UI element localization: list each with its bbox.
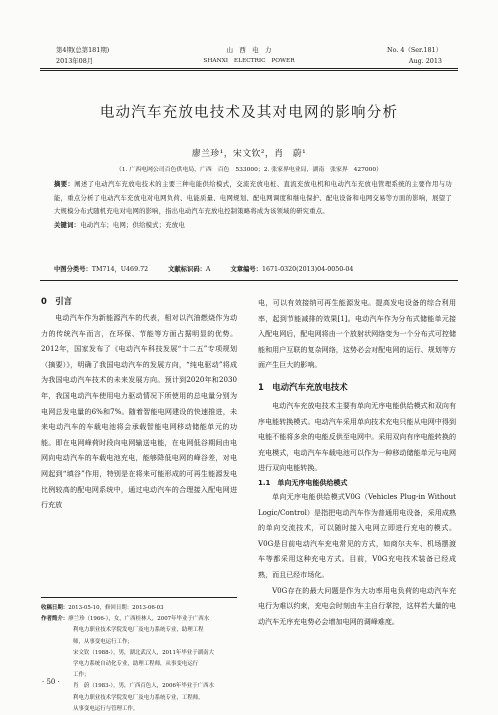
intro-continuation: 电，可以有效接纳可再生能源发电。提高发电设备的综合利用率，起到节能减排的效果[1]。电动汽车作为分布式储能单元接入配电网后，配电网将由一个放射状网络变为一个分布式可控储能和用户互联的复杂网络，这势必会对配电网的运行、规划等方面产生巨大的影响。: [258, 298, 456, 370]
right-column-body: [258, 295, 456, 629]
left-column-body: [41, 310, 237, 513]
paper-authors: 廖兰珍¹，宋文钦²，肖 蔚¹: [191, 149, 307, 159]
classification-line: 中图分类号：TM714，U469.72 文献标识码：A 文章编号：1671-0320(2013)04-0050-04: [54, 266, 354, 273]
journal-issue-left: 第4期(总第181期): [56, 46, 110, 54]
keywords-label: 关键词：: [54, 221, 81, 229]
abstract-text: 阐述了电动汽车充放电技术的主要三种电能供给模式，交流充放电桩、直流充放电机和电动汽车充放电管理系统的主要作用与功能，重点分析了电动汽车充放电对电网负荷、电能质量、电网规划、配电网调度和继电保护、配电设备和电网交易等方面的影响，展望了大规模分布式随机充电对电网的影响，指出电动汽车充放电控制策略将成为该领域的研究重点。: [54, 181, 452, 216]
abstract: [54, 178, 452, 232]
footnotes: 收稿日期：2013-05-10，修回日期：2013-06-03 作者简介：廖兰珍（1966-），女，广西桂林人，2007年毕业于广西水 利电力职业技术学院发电厂及电力系统专业，助理工程 师，从事变电运行工作； 宋文钦（1988-），男，湖北武汉人，2011年毕业于湖南大 学电力系统自动化专业，助理工程师，从事变电运行 工作； 肖 蔚（1983-），男，广西百色人，2006年毕业于广西水 利电力职业技术学院发电厂及电力系统专业，工程师， 从事变电运行与管理工作。: [41, 605, 214, 712]
keywords-text: 电动汽车；电网；供给模式；充放电: [80, 221, 185, 229]
header-rule-top: [40, 68, 458, 69]
abstract-rule: [40, 280, 458, 281]
section-heading-intro: 0 引言: [41, 296, 72, 306]
section-heading-1: 1 电动汽车充放电技术: [258, 381, 348, 392]
abstract-label: 摘要：: [54, 181, 75, 188]
journal-issue-right: No. 4（Ser.181）: [387, 46, 442, 54]
footnote-rule: [41, 597, 237, 598]
journal-date-right: Aug. 2013: [408, 57, 442, 65]
section-heading-1-1: 1.1 单向无序电能供给模式: [258, 478, 348, 487]
journal-name-en: SHANXI ELECTRIC POWER: [203, 58, 295, 64]
author-affiliation: （1. 广西电网公司百色供电局，广西 百色 533000；2. 张家界电业局，湖南 张家界 427000）: [115, 167, 383, 173]
journal-name-cn: 山 西 电 力: [226, 46, 272, 54]
section11-paragraph-2: V0G存在的最大问题是作为大功率用电负荷的电动汽车充电行为难以约束，充电会时刻由车主自行掌控，这样若大量的电动汽车无序充电势必会增加电网的调峰难度。: [258, 585, 456, 626]
paper-title: 电动汽车充放电技术及其对电网的影响分析: [99, 105, 399, 121]
journal-date-left: 2013年08月: [56, 57, 94, 65]
intro-paragraph: 电动汽车作为新能源汽车的代表，相对以汽油燃烧作为动力的传统汽车而言，在环保、节能等方面占据明显的优势。2012年，国家发布了《电动汽车科技发展“十二五”专项规划（摘要）》，明确了我国电动汽车的发展方向，“纯电驱动”将成为我国电动汽车技术的未来发展方向。预计到2020年和2030年，我国电动汽车使用电力驱动情况下所使用的总电量分别为电网总发电量的6%和7%。随着智能电网建设的快速推进，未来电动汽车的车载电池将会承载智能电网移动储能单元的功能。即在电网峰荷时段向电网输送电能，在电网低谷期间由电网向电动汽车的车载电池充电，能够降低电网的峰谷差，对电网起到“填谷”作用，特别是在将来可能形成的可再生能源发电比例较高的配电网系统中，通过电动汽车的合理接入配电网进行充放: [41, 313, 237, 510]
page-number: · 50 ·: [42, 678, 60, 686]
section11-paragraph-1: 单向无序电能供给模式V0G（Vehicles Plug-in Without Logic/Control）是指把电动汽车作为普通用电设备，采用成熟的单向交流技术，可以随时接入电网立即进行充电的模式。V0G是目前电动汽车充电常见的方式，如商尔夫车、机场摆渡车等都采用这种充电方式。目前，V0G充电技术装备已经成熟，而且已经市场化。: [258, 491, 456, 579]
header-rule-bottom: [40, 70, 458, 71]
section1-paragraph: 电动汽车充放电技术主要有单向无序电能供给模式和双向有序电能转换模式。电动汽车采用单向技术充电只能从电网中得到电能不能将多余的电能反供至电网中。采用双向有序电能转换的充电模式，电动汽车车载电池可以作为一种移动储能单元与电网进行双向电能转换。: [258, 400, 456, 473]
